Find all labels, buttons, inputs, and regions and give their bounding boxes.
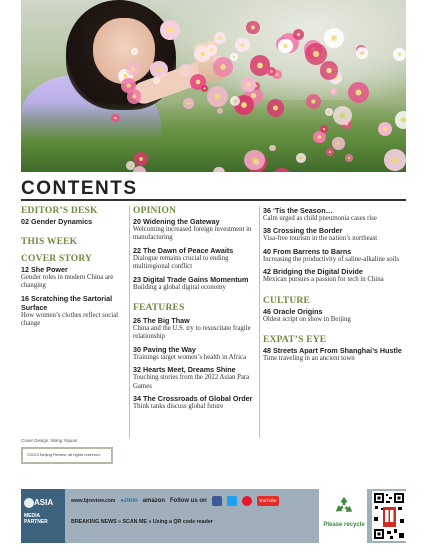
list-item[interactable]: 12 She Power Gender roles in modern China are changing <box>21 265 114 290</box>
flower-blossom <box>348 82 369 103</box>
flower-blossom <box>296 153 306 163</box>
list-item[interactable]: 22 The Dawn of Peace Awaits Dialogue remains crucial to ending multiregional conflict <box>133 245 234 271</box>
website-link[interactable]: www.bjreview.com <box>71 498 116 504</box>
section-editors-desk: EDITOR’S DESK <box>21 206 98 216</box>
section-expats-eye: EXPAT’S EYE <box>263 335 327 346</box>
flower-blossom <box>332 137 344 149</box>
list-item[interactable]: 30 Paving the Way Trainings target women’s health in Africa <box>133 344 247 361</box>
qr-code[interactable] <box>372 491 406 541</box>
flower-blossom <box>326 148 334 156</box>
flower-blossom <box>214 32 226 44</box>
flower-blossom <box>384 149 405 170</box>
follow-us-label: Follow us on <box>170 498 207 504</box>
list-item[interactable]: 23 Digital Trade Gains Momentum Building a global digital economy <box>133 274 249 291</box>
list-item[interactable]: 42 Bridging the Digital Divide Mexican pursues a passion for tech in China <box>263 267 384 284</box>
flower-blossom <box>126 62 140 76</box>
column-1 <box>21 206 123 332</box>
twitter-icon[interactable] <box>227 496 237 506</box>
recycle-icon <box>333 495 355 517</box>
flower-blossom <box>320 125 328 133</box>
amazon-link[interactable]: amazon <box>142 498 166 504</box>
flower-blossom <box>324 28 344 48</box>
section-culture: CULTURE <box>263 295 310 306</box>
flower-blossom <box>244 150 265 171</box>
list-item[interactable]: 20 Widening the Gateway Welcoming increased foreign investment in manufacturing <box>133 217 252 242</box>
cover-photo <box>21 0 406 172</box>
list-item[interactable]: 32 Hearts Meet, Dreams Shine Touching stories from the 2022 Asian Para Games <box>133 365 250 390</box>
title-rule <box>21 199 406 201</box>
section-cover-story: COVER STORY <box>21 254 93 264</box>
page-title: CONTENTS <box>21 178 138 199</box>
list-item[interactable]: 46 Oracle Origins Oldest script on show in Beijing <box>263 306 351 323</box>
flower-blossom <box>183 98 194 109</box>
list-item[interactable]: 16 Scratching the Sartorial Surface How women’s clothes reflect social change <box>21 293 119 328</box>
globe-icon <box>24 498 34 508</box>
flower-blossom <box>150 61 168 79</box>
list-item[interactable]: 36 ‘Tis the Season… Calm urged as child pneumonia cases rise <box>263 206 377 222</box>
list-item[interactable]: 02 Gender Dynamics <box>21 217 93 226</box>
zinio-link[interactable]: ●zinio <box>120 498 138 504</box>
flower-blossom <box>325 108 333 116</box>
list-item[interactable]: 34 The Crossroads of Global Order Think tanks discuss global future <box>133 394 253 411</box>
copyright-notice: ©2023 Beijing Review, all rights reserved. <box>21 447 113 464</box>
flower-blossom <box>395 111 406 128</box>
flower-blossom <box>269 145 275 151</box>
links-row <box>71 495 319 507</box>
flower-blossom <box>378 122 392 136</box>
column-3 <box>259 206 409 438</box>
flower-blossom <box>179 64 191 76</box>
section-this-week: THIS WEEK <box>21 237 78 247</box>
footer-band <box>21 489 406 543</box>
flower-blossom <box>111 114 120 123</box>
section-features: FEATURES <box>133 303 185 314</box>
cover-credit: Cover Design: Wang Yajuan <box>21 438 78 443</box>
flower-blossom <box>207 86 228 107</box>
section-opinion: OPINION <box>133 206 177 216</box>
list-item[interactable]: 40 From Barrens to Barns Increasing the productivity of saline-alkaline soils <box>263 246 400 263</box>
facebook-icon[interactable] <box>212 496 222 506</box>
column-2 <box>129 206 253 438</box>
flower-blossom <box>127 89 142 104</box>
asia-media-partner-badge: ASIA MEDIA PARTNER <box>21 489 65 543</box>
youtube-icon[interactable]: YouTube <box>257 496 279 506</box>
zinio-icon: ● <box>120 498 124 504</box>
list-item[interactable]: 48 Streets Apart From Shanghai’s Hustle Time traveling in an ancient town <box>263 346 402 363</box>
flower-blossom <box>333 106 353 126</box>
flower-blossom <box>206 44 218 56</box>
list-item[interactable]: 26 The Big Thaw China and the U.S. try to resuscitate fragile relationship <box>133 316 251 341</box>
recycle-panel: Please recycle <box>319 489 367 543</box>
list-item[interactable]: 38 Crossing the Border Visa-free tourism in the nation’s northeast <box>263 226 378 243</box>
flower-blossom <box>293 29 304 40</box>
weibo-icon[interactable] <box>242 496 252 506</box>
breaking-news-banner: BREAKING NEWS » SCAN ME » Using a QR code reader <box>71 519 213 525</box>
